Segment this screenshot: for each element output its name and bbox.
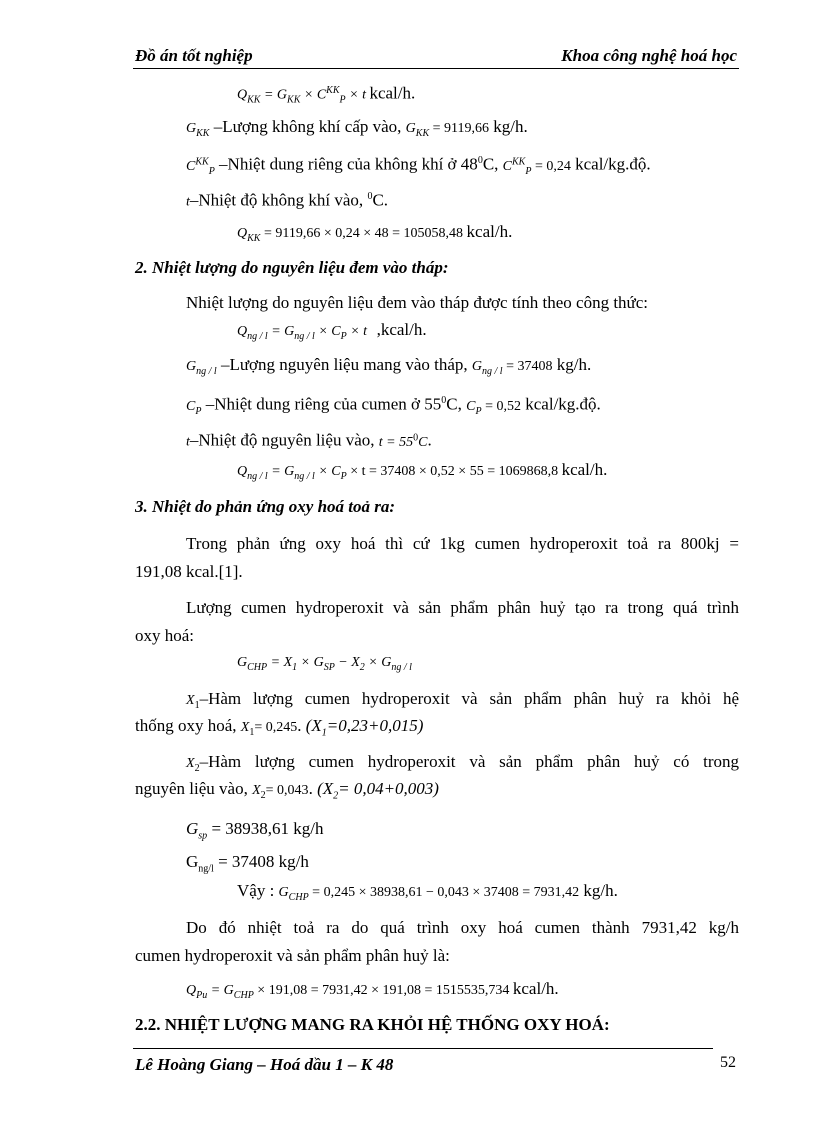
page-number: 52 bbox=[720, 1054, 736, 1071]
definition-t2: t–Nhiệt độ nguyên liệu vào, $t = 55^0C$. bbox=[186, 430, 432, 450]
definition-gngl: $G_{ng / l}$ –Lượng nguyên liệu mang vào tháp, $G_{ng / l} = 37408$ kg/h. bbox=[186, 355, 592, 377]
definition-t: t–Nhiệt độ không khí vào, $^0$C. bbox=[186, 190, 389, 210]
header-title-left: Đồ án tốt nghiệp bbox=[135, 46, 253, 65]
paragraph-1-line-1: Trong phản ứng oxy hoá thì cứ 1kg cumen hydroperoxit toả ra 800kj = bbox=[186, 534, 739, 553]
section-2-intro: Nhiệt lượng do nguyên liệu đem vào tháp được tính theo công thức: bbox=[186, 293, 649, 312]
definition-x1-line-1: $X_1$–Hàm lượng cumen hydroperoxit và sản phẩm phân huỷ ra khỏi hệ bbox=[186, 689, 739, 711]
section-2-2-title: 2.2. NHIỆT LƯỢNG MANG RA KHỎI HỆ THỐNG OXY HOÁ: bbox=[135, 1015, 610, 1034]
paragraph-2-line-1: Lượng cumen hydroperoxit và sản phẩm phân huỷ tạo ra trong quá trình bbox=[186, 598, 739, 617]
gsp-value: $G_{sp} = 38938,61$ kg/h bbox=[186, 819, 324, 842]
section-3-title: 3. Nhiệt do phản ứng oxy hoá toả ra: bbox=[135, 497, 396, 516]
paragraph-3-line-1: Do đó nhiệt toả ra do quá trình oxy hoá cumen thành 7931,42 kg/h bbox=[186, 918, 739, 937]
definition-cp-kk: $C^{KK}_P$ –Nhiệt dung riêng của không khí ở $48^0C$, $C^{KK}_P = 0,24$ kcal/kg.độ. bbox=[186, 154, 651, 177]
definition-cp: $C_P$ –Nhiệt dung riêng của cumen ở $55^0C$, $C_P = 0,52$ kcal/kg.độ. bbox=[186, 394, 601, 417]
definition-gkk: $G_{KK}$ –Lượng không khí cấp vào, $G_{KK} = 9119,66$ kg/h. bbox=[186, 117, 528, 139]
calc-qkk: $Q_{KK} = 9119,66 \times 0,24 \times 48 = 105058,48$ kcal/h. bbox=[237, 222, 513, 244]
section-2-title: 2. Nhiệt lượng do nguyên liệu đem vào tháp: bbox=[135, 258, 449, 277]
formula-qkk: $Q_{KK} = G_{KK} \times C^{KK}_P \times t$ kcal/h. bbox=[237, 83, 416, 106]
page-header bbox=[133, 44, 739, 69]
definition-x2-line-2: nguyên liệu vào, $X_2= 0,043$. $(X_2= 0,04+0,003)$ bbox=[135, 779, 439, 802]
paragraph-3-line-2: cumen hydroperoxit và sản phẩm phân huỷ là: bbox=[135, 946, 450, 965]
definition-x1-line-2: thống oxy hoá, $X_1= 0,245$. $(X_1=0,23+0,015)$ bbox=[135, 716, 424, 739]
formula-qngl: $Q_{ng / l} = G_{ng / l} \times C_P \times t$ ,kcal/h. bbox=[237, 320, 427, 342]
footer-author: Lê Hoàng Giang – Hoá dầu 1 – K 48 bbox=[135, 1055, 394, 1074]
calc-gchp: Vậy : $G_{CHP} = 0,245 \times 38938,61 - 0,043 \times 37408 = 7931,42$ kg/h. bbox=[237, 881, 618, 903]
header-title-right: Khoa công nghệ hoá học bbox=[561, 46, 737, 65]
calc-qpu: $Q_{Pu} = G_{CHP} \times 191,08 = 7931,42 \times 191,08 = 1515535,734$ kcal/h. bbox=[186, 979, 559, 1001]
gngl-value: $G_{ng/l} = 37408$ kg/h bbox=[186, 852, 309, 875]
footer-rule bbox=[133, 1048, 713, 1049]
definition-x2-line-1: $X_2$–Hàm lượng cumen hydroperoxit và sản phẩm phân huỷ có trong bbox=[186, 752, 739, 774]
formula-gchp: $G_{CHP} = X_1 \times G_{SP} - X_2 \times G_{ng / l}$ bbox=[237, 655, 412, 673]
calc-qngl: $Q_{ng / l} = G_{ng / l} \times C_P \times t = 37408 \times 0,52 \times 55 = 1069868,8$ kcal/h. bbox=[237, 460, 608, 482]
paragraph-1-line-2: 191,08 kcal.[1]. bbox=[135, 562, 243, 581]
paragraph-2-line-2: oxy hoá: bbox=[135, 626, 195, 645]
